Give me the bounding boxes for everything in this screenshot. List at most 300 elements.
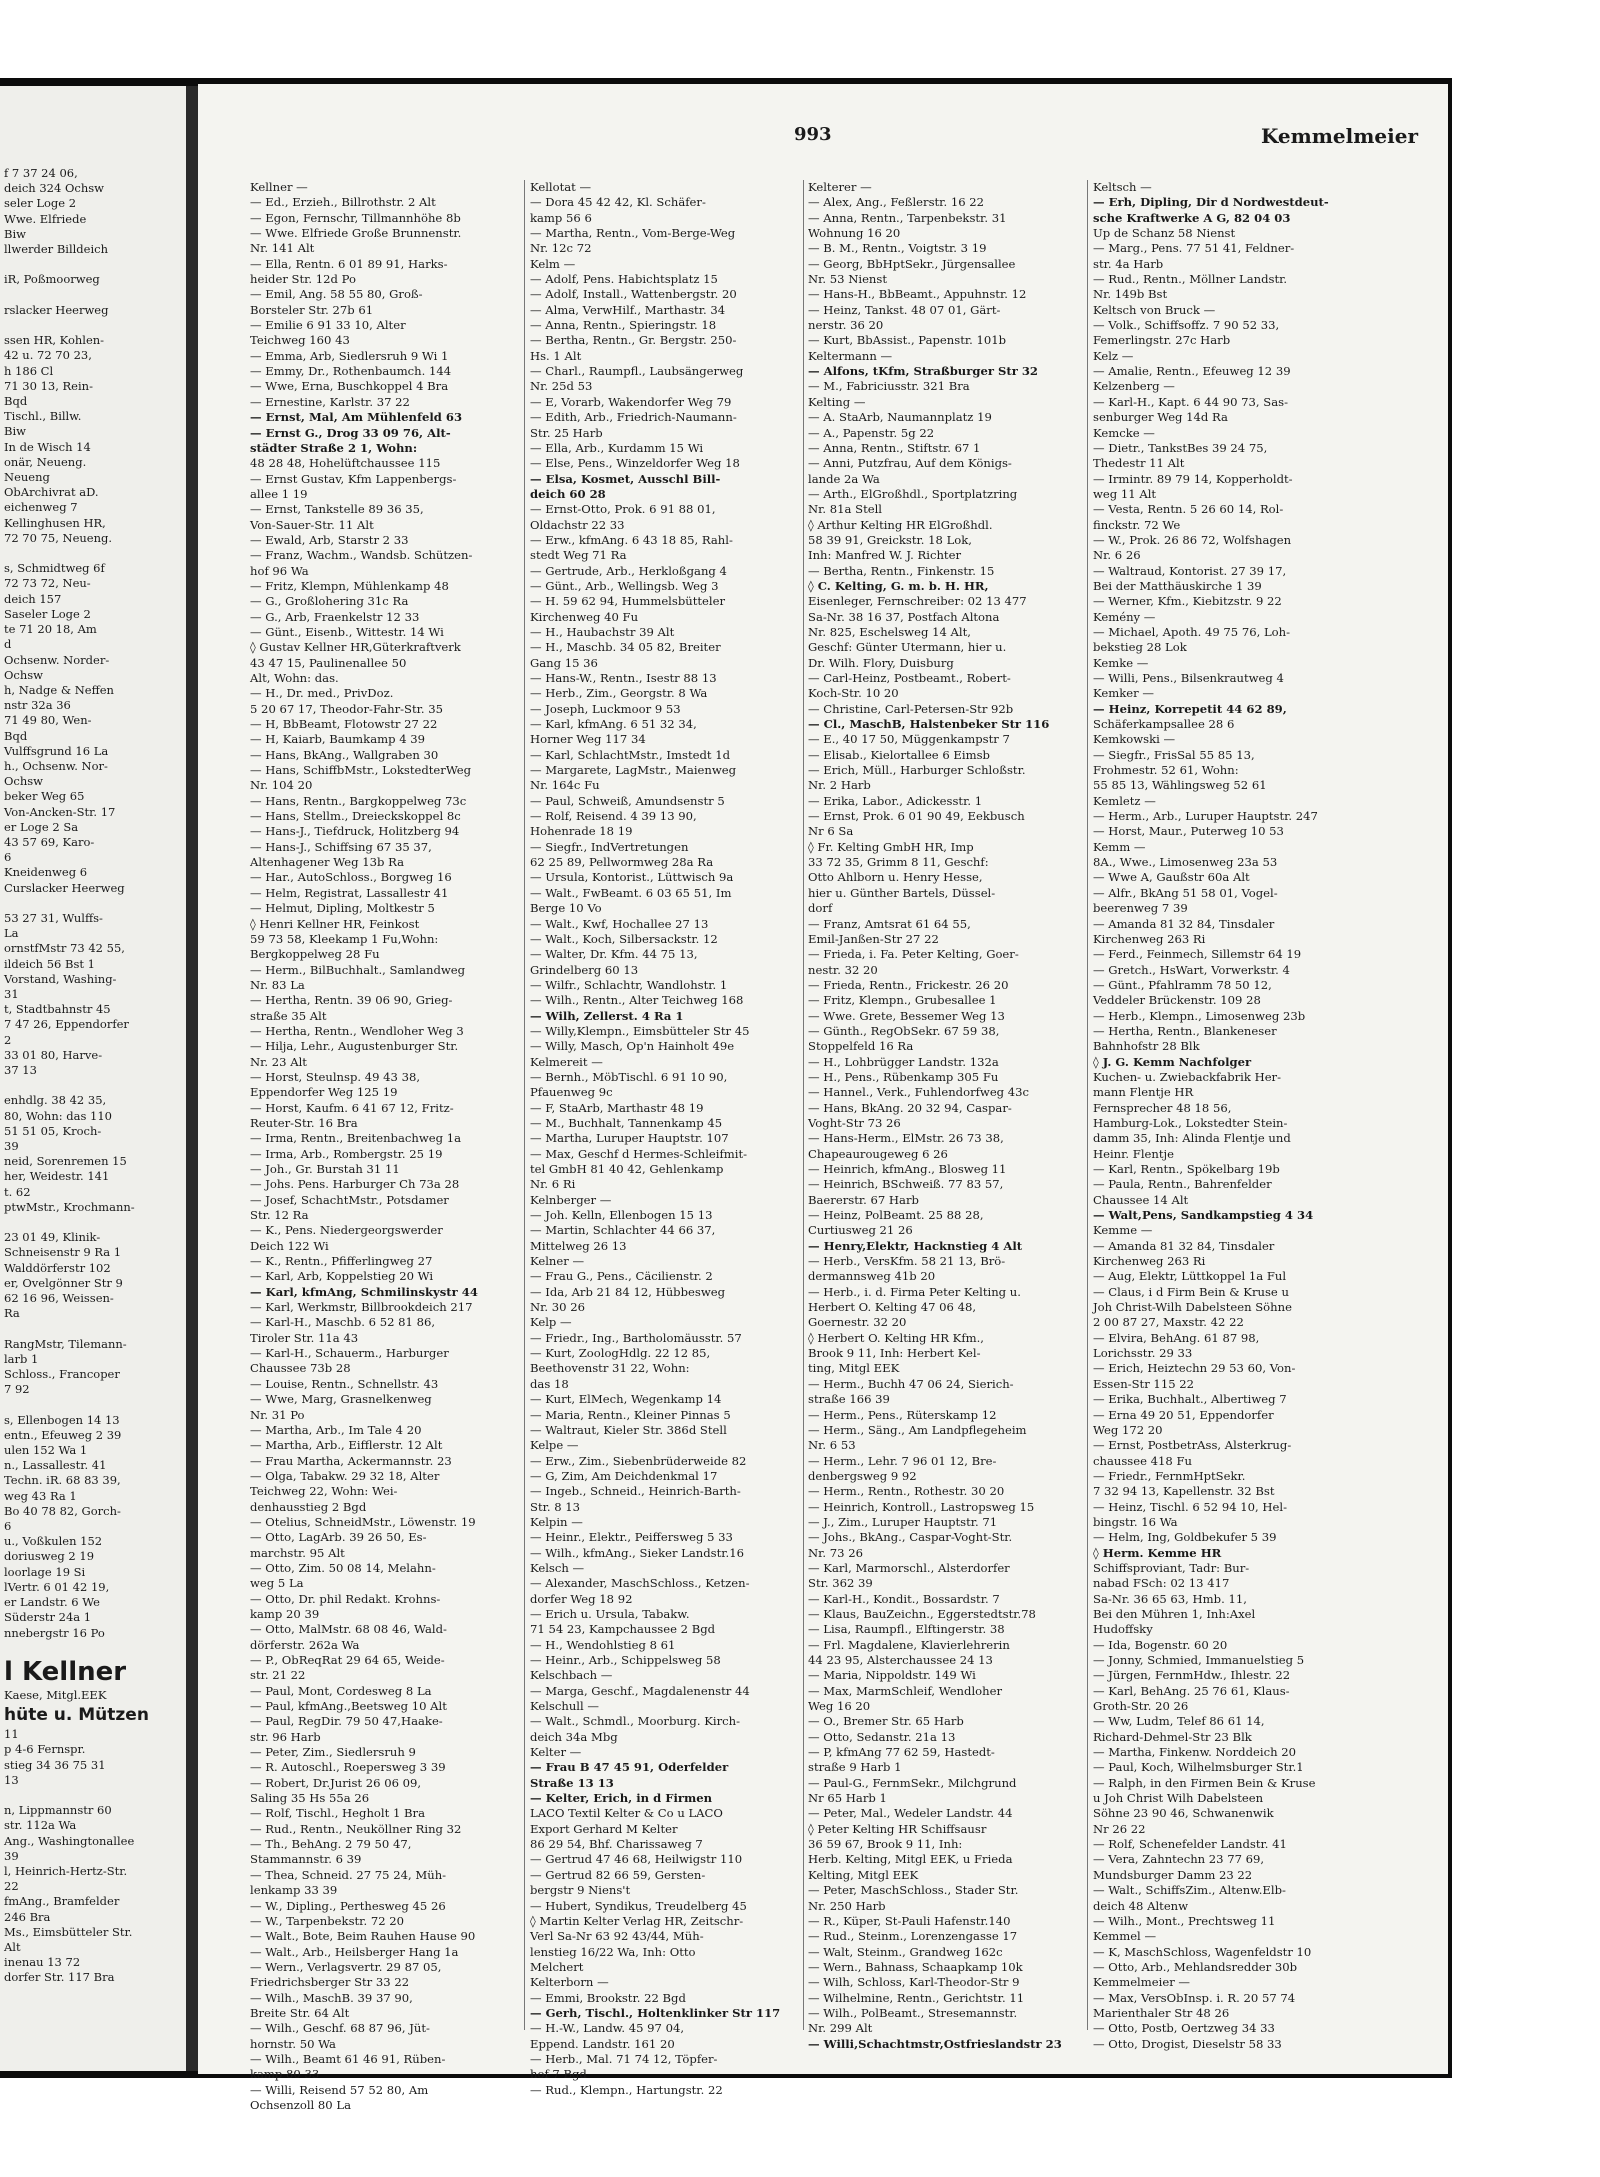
fragment-line: eichenweg 7 xyxy=(4,500,78,515)
directory-line: — Alexander, MaschSchloss., Ketzen- xyxy=(530,1576,750,1591)
directory-line: Up de Schanz 58 Nienst xyxy=(1093,226,1236,241)
directory-line: — Kurt, ElMech, Wegenkamp 14 xyxy=(530,1392,722,1407)
directory-line: marchstr. 95 Alt xyxy=(250,1545,345,1560)
fragment-line: neid, Sorenremen 15 xyxy=(4,1154,127,1169)
directory-line: hof 7 Bgd xyxy=(530,2067,587,2082)
directory-line: — B. M., Rentn., Voigtstr. 3 19 xyxy=(808,241,987,256)
directory-line: — Georg, BbHptSekr., Jürgensallee xyxy=(808,256,1016,271)
fragment-line: inenau 13 72 xyxy=(4,1955,81,1970)
directory-line: Voght-Str 73 26 xyxy=(808,1115,901,1130)
directory-line: straße 166 39 xyxy=(808,1392,890,1407)
directory-line: beerenweg 7 39 xyxy=(1093,901,1188,916)
directory-line: Kemmelmeier — xyxy=(1093,1975,1191,1990)
directory-line: — Hans-Herm., ElMstr. 26 73 38, xyxy=(808,1131,1004,1146)
fragment-line: h 186 Cl xyxy=(4,363,54,378)
directory-line: — G., Arb, Fraenkelstr 12 33 xyxy=(250,609,420,624)
directory-line: Emil-Janßen-Str 27 22 xyxy=(808,931,939,946)
directory-line: — Herb., VersKfm. 58 21 13, Brö- xyxy=(808,1254,1006,1269)
directory-line: — Karl-H., Maschb. 6 52 81 86, xyxy=(250,1315,436,1330)
fragment-line: entn., Efeuweg 2 39 xyxy=(4,1427,122,1442)
directory-line: — Frieda, Rentn., Frickestr. 26 20 xyxy=(808,977,1009,992)
directory-line: Friedrichsberger Str 33 22 xyxy=(250,1975,410,1990)
directory-line: — Emmy, Dr., Rothenbaumch. 144 xyxy=(250,364,452,379)
directory-line: Sa-Nr. 36 65 63, Hmb. 11, xyxy=(1093,1591,1247,1606)
directory-line: ◊ Herm. Kemme HR xyxy=(1093,1545,1222,1560)
directory-line: — Edith, Arb., Friedrich-Naumann- xyxy=(530,410,737,425)
directory-line: — Fritz, Klempn., Grubesallee 1 xyxy=(808,993,997,1008)
directory-line: Berge 10 Vo xyxy=(530,901,602,916)
directory-line: Verl Sa-Nr 63 92 43/44, Müh- xyxy=(530,1929,704,1944)
fragment-line: 53 27 31, Wulffs- xyxy=(4,910,103,925)
directory-line: Kelting, Mitgl EEK xyxy=(808,1867,919,1882)
directory-line: — Rud., Steinm., Lorenzengasse 17 xyxy=(808,1929,1018,1944)
fragment-line: Vulffsgrund 16 La xyxy=(4,743,109,758)
directory-line: — Ww, Ludm, Telef 86 61 14, xyxy=(1093,1714,1265,1729)
directory-line: — Wwe, Marg, Grasnelkenweg xyxy=(250,1392,432,1407)
directory-line: Curtiusweg 21 26 xyxy=(808,1223,913,1238)
directory-line: Nr. 149b Bst xyxy=(1093,287,1168,302)
directory-line: — Hans, SchiffbMstr., LokstedterWeg xyxy=(250,763,472,778)
fragment-line xyxy=(4,1397,184,1412)
directory-line: — Wilh., MaschB. 39 37 90, xyxy=(250,1990,413,2005)
directory-line: — Walt., Bote, Beim Rauhen Hause 90 xyxy=(250,1929,476,1944)
directory-line: — Heinz, Tischl. 6 52 94 10, Hel- xyxy=(1093,1499,1287,1514)
directory-line: — Herm., Rentn., Rothestr. 30 20 xyxy=(808,1484,1005,1499)
directory-line: — Elsa, Kosmet, Ausschl Bill- xyxy=(530,471,721,486)
directory-line: bekstieg 28 Lok xyxy=(1093,640,1187,655)
directory-line: Schiffsproviant, Tadr: Bur- xyxy=(1093,1560,1250,1575)
directory-line: Nr. 6 26 xyxy=(1093,548,1141,563)
directory-line: Nr. 6 Ri xyxy=(530,1177,576,1192)
directory-line: chaussee 418 Fu xyxy=(1093,1453,1192,1468)
directory-line: Joh Christ-Wilh Dabelsteen Söhne xyxy=(1093,1300,1292,1315)
directory-line: kamp 80 33 xyxy=(250,2067,320,2082)
fragment-line: fmAng., Bramfelder xyxy=(4,1894,120,1909)
directory-line: denbergsweg 9 92 xyxy=(808,1468,917,1483)
fragment-line: 71 30 13, Rein- xyxy=(4,378,93,393)
fragment-line: 72 73 72, Neu- xyxy=(4,576,91,591)
directory-line: heider Str. 12d Po xyxy=(250,272,356,287)
directory-line: Nr. 31 Po xyxy=(250,1407,305,1422)
fragment-line: ulen 152 Wa 1 xyxy=(4,1443,88,1458)
directory-line: Hudoffsky xyxy=(1093,1622,1153,1637)
directory-line: — Siegfr., FrisSal 55 85 13, xyxy=(1093,747,1255,762)
directory-line: — H., Dr. med., PrivDoz. xyxy=(250,686,394,701)
fragment-line: Walddörferstr 102 xyxy=(4,1260,111,1275)
fragment-line: beker Weg 65 xyxy=(4,789,85,804)
directory-line: — Wilh., Geschf. 68 87 96, Jüt- xyxy=(250,2021,430,2036)
directory-line: 58 39 91, Greickstr. 18 Lok, xyxy=(808,532,972,547)
directory-line: Koch-Str. 10 20 xyxy=(808,686,899,701)
directory-line: — Otto, Dr. phil Redakt. Krohns- xyxy=(250,1591,441,1606)
directory-line: damm 35, Inh: Alinda Flentje und xyxy=(1093,1131,1291,1146)
directory-line: — Willi, Pens., Bilsenkrautweg 4 xyxy=(1093,671,1284,685)
directory-line: 43 47 15, Paulinenallee 50 xyxy=(250,655,407,670)
directory-line: Hohenrade 18 19 xyxy=(530,824,633,839)
directory-line: — Har., AutoSchloss., Borgweg 16 xyxy=(250,870,452,885)
directory-line: — J., Zim., Luruper Hauptstr. 71 xyxy=(808,1514,998,1529)
directory-line: — Klaus, BauZeichn., Eggerstedtstr.78 xyxy=(808,1606,1036,1621)
directory-line: — Ewald, Arb, Starstr 2 33 xyxy=(250,532,409,547)
directory-line: — Dora 45 42 42, Kl. Schäfer- xyxy=(530,195,706,210)
directory-line: Goernestr. 32 20 xyxy=(808,1315,907,1330)
directory-line: Frohmestr. 52 61, Wohn: xyxy=(1093,763,1239,778)
directory-line: Inh: Manfred W. J. Richter xyxy=(808,548,961,563)
directory-line: — Ernst, Tankstelle 89 36 35, xyxy=(250,502,424,517)
directory-line: — Joseph, Luckmoor 9 53 xyxy=(530,701,681,716)
directory-line: Oldachstr 22 33 xyxy=(530,517,625,532)
fragment-line: Ms., Eimsbütteler Str. xyxy=(4,1924,133,1939)
fragment-line: doriusweg 2 19 xyxy=(4,1549,95,1564)
fragment-line: Biw xyxy=(4,226,26,241)
directory-line: — Heinrich, kfmAng., Blosweg 11 xyxy=(808,1162,1007,1176)
directory-line: — Heinrich, BSchweiß. 77 83 57, xyxy=(808,1177,1004,1192)
directory-line: Kelp — xyxy=(530,1315,572,1330)
fragment-line: nstr 32a 36 xyxy=(4,698,71,713)
directory-line: — Margarete, LagMstr., Maienweg xyxy=(530,763,737,778)
directory-line: Kellner — xyxy=(250,180,308,194)
directory-line: — Wilh, Schloss, Karl-Theodor-Str 9 xyxy=(808,1975,1020,1990)
fragment-line: 43 57 69, Karo- xyxy=(4,834,95,849)
directory-line: Schäferkampsallee 28 6 xyxy=(1093,717,1235,732)
directory-line: — Ella, Arb., Kurdamm 15 Wi xyxy=(530,440,704,455)
fragment-line: deich 157 xyxy=(4,591,62,606)
directory-line: — Ernestine, Karlstr. 37 22 xyxy=(250,394,410,409)
directory-line: ◊ Fr. Kelting GmbH HR, Imp xyxy=(808,839,974,854)
fragment-line: 13 xyxy=(4,1772,19,1787)
directory-line: — H., Wendohlstieg 8 61 xyxy=(530,1637,676,1652)
fragment-line: l Kellner xyxy=(4,1656,127,1687)
directory-line: — Emmi, Brookstr. 22 Bgd xyxy=(530,1990,686,2005)
directory-line: ◊ Herbert O. Kelting HR Kfm., xyxy=(808,1330,984,1345)
directory-line: Eisenleger, Fernschreiber: 02 13 477 xyxy=(808,594,1027,609)
directory-line: — Martin, Schlachter 44 66 37, xyxy=(530,1223,716,1238)
fragment-line: Von-Ancken-Str. 17 xyxy=(4,804,116,819)
directory-line: Kelter — xyxy=(530,1745,582,1760)
directory-line: Heinr. Flentje xyxy=(1093,1146,1174,1161)
directory-line: — Frl. Magdalene, Klavierlehrerin xyxy=(808,1637,1010,1652)
directory-line: — Karl, BehAng. 25 76 61, Klaus- xyxy=(1093,1683,1290,1698)
directory-line: — Willy,Klempn., Eimsbütteler Str 45 xyxy=(530,1023,750,1038)
directory-line: Teichweg 160 43 xyxy=(250,333,350,348)
directory-line: — Rud., Klempn., Hartungstr. 22 xyxy=(530,2082,723,2097)
directory-line: — Otto, Postb, Oertzweg 34 33 xyxy=(1093,2021,1275,2036)
directory-line: — Siegfr., IndVertretungen xyxy=(530,839,689,854)
directory-line: Groth-Str. 20 26 xyxy=(1093,1699,1189,1714)
fragment-line: 23 01 49, Klinik- xyxy=(4,1230,101,1245)
directory-line: — Cl., MaschB, Halstenbeker Str 116 xyxy=(808,717,1050,732)
directory-line: — Amalie, Rentn., Efeuweg 12 39 xyxy=(1093,364,1291,379)
directory-line: — Wwe, Erna, Buschkoppel 4 Bra xyxy=(250,379,449,394)
directory-line: — Wilfr., Schlachtr, Wandlohstr. 1 xyxy=(530,977,728,992)
directory-line: Kemény — xyxy=(1093,609,1156,624)
directory-line: Kemletz — xyxy=(1093,793,1156,808)
directory-line: — Erich, Müll., Harburger Schloßstr. xyxy=(808,763,1026,778)
directory-line: Kelm — xyxy=(530,256,576,271)
directory-line: ◊ Henri Kellner HR, Feinkost xyxy=(250,916,420,931)
column-rule xyxy=(524,180,525,2030)
fragment-line: Kellinghusen HR, xyxy=(4,515,106,530)
directory-line: — Carl-Heinz, Postbeamt., Robert- xyxy=(808,671,1011,685)
directory-line: Teichweg 22, Wohn: Wei- xyxy=(250,1484,398,1499)
directory-line: — Elisab., Kielortallee 6 Eimsb xyxy=(808,747,990,762)
directory-line: — H, Kaiarb, Baumkamp 4 39 xyxy=(250,732,426,747)
fragment-line: stieg 34 36 75 31 xyxy=(4,1757,106,1772)
directory-line: Nr. 825, Eschelsweg 14 Alt, xyxy=(808,624,971,639)
directory-line: — Herm., Pens., Rüterskamp 12 xyxy=(808,1407,997,1422)
fragment-line: 72 70 75, Neueng. xyxy=(4,530,113,545)
directory-line: — Ernst G., Drog 33 09 76, Alt- xyxy=(250,425,451,440)
directory-line: — Josef, SchachtMstr., Potsdamer xyxy=(250,1192,449,1207)
directory-line: 7 32 94 13, Kapellenstr. 32 Bst xyxy=(1093,1484,1275,1499)
directory-line: — Karl-H., Schauerm., Harburger xyxy=(250,1346,449,1361)
directory-line: — Wilh., kfmAng., Sieker Landstr.16 xyxy=(530,1545,744,1560)
directory-line: — Peter, Zim., Siedlersruh 9 xyxy=(250,1745,416,1760)
directory-line: Herbert O. Kelting 47 06 48, xyxy=(808,1300,977,1315)
fragment-line: Ochsw xyxy=(4,667,44,682)
fragment-line: er Landstr. 6 We xyxy=(4,1595,100,1610)
directory-line: u Joh Christ Wilh Dabelsteen xyxy=(1093,1791,1264,1806)
directory-line: Ochsenzoll 80 La xyxy=(250,2097,351,2112)
directory-line: — Ed., Erzieh., Billrothstr. 2 Alt xyxy=(250,195,436,210)
directory-line: — Christine, Carl-Petersen-Str 92b xyxy=(808,701,1014,716)
directory-line: Keltsch — xyxy=(1093,180,1152,194)
directory-line: Bei der Matthäuskirche 1 39 xyxy=(1093,578,1262,593)
directory-line: Deich 122 Wi xyxy=(250,1238,329,1253)
fragment-line: 62 16 96, Weissen- xyxy=(4,1291,114,1306)
fragment-line: Schloss., Francoper xyxy=(4,1367,120,1382)
directory-line: — Heinz, PolBeamt. 25 88 28, xyxy=(808,1208,984,1223)
directory-line: — Helm, Ing, Goldbekufer 5 39 xyxy=(1093,1530,1277,1545)
fragment-line: ssen HR, Kohlen- xyxy=(4,333,105,348)
directory-line: — Anna, Rentn., Stiftstr. 67 1 xyxy=(808,440,981,455)
fragment-line: s, Schmidtweg 6f xyxy=(4,561,105,576)
directory-line: hier u. Günther Bartels, Düssel- xyxy=(808,885,996,900)
directory-line: Str. 362 39 xyxy=(808,1576,873,1591)
directory-line: lande 2a Wa xyxy=(808,471,880,486)
directory-line: sche Kraftwerke A G, 82 04 03 xyxy=(1093,210,1291,225)
directory-line: — Paula, Rentn., Bahrenfelder xyxy=(1093,1177,1272,1192)
directory-line: — Herb., Mal. 71 74 12, Töpfer- xyxy=(530,2051,718,2066)
fragment-line: Curslacker Heerweg xyxy=(4,880,125,895)
directory-line: weg 5 La xyxy=(250,1576,304,1591)
directory-line: weg 11 Alt xyxy=(1093,486,1157,501)
directory-line: — Hertha, Rentn., Blankeneser xyxy=(1093,1023,1277,1038)
fragment-line: Wwe. Elfriede xyxy=(4,211,87,226)
directory-line: — Maria, Rentn., Kleiner Pinnas 5 xyxy=(530,1407,731,1422)
directory-line: — Louise, Rentn., Schnellstr. 43 xyxy=(250,1376,439,1391)
directory-line: — Heinr., Arb., Schippelsweg 58 xyxy=(530,1653,721,1667)
fragment-line: Biw xyxy=(4,424,26,439)
directory-line: Nr. 12c 72 xyxy=(530,241,592,256)
directory-line: Stoppelfeld 16 Ra xyxy=(808,1039,914,1054)
directory-line: LACO Textil Kelter & Co u LACO xyxy=(530,1806,723,1821)
fragment-line: er, Ovelgönner Str 9 xyxy=(4,1275,123,1290)
directory-line: Grindelberg 60 13 xyxy=(530,962,639,977)
directory-line: Kelmereit — xyxy=(530,1054,603,1069)
directory-line: — Wilh., Rentn., Alter Teichweg 168 xyxy=(530,993,744,1008)
directory-line: — Willi, Reisend 57 52 80, Am xyxy=(250,2082,429,2097)
column-4 xyxy=(1093,180,1363,2052)
directory-line: bergstr 9 Niens't xyxy=(530,1883,631,1898)
directory-line: — Günt., Pfahlramm 78 50 12, xyxy=(1093,977,1272,992)
directory-line: 5 20 67 17, Theodor-Fahr-Str. 35 xyxy=(250,701,444,716)
directory-line: — Hertha, Rentn. 39 06 90, Grieg- xyxy=(250,993,453,1008)
directory-line: — Frau Martha, Ackermannstr. 23 xyxy=(250,1453,452,1468)
directory-line: Kelner — xyxy=(530,1254,585,1269)
directory-line: — Rud., Rentn., Neuköllner Ring 32 xyxy=(250,1821,462,1836)
fragment-line: deich 324 Ochsw xyxy=(4,181,104,196)
directory-line: ◊ Arthur Kelting HR ElGroßhdl. xyxy=(808,517,993,532)
fragment-line: Kaese, Mitgl.EEK xyxy=(4,1687,107,1702)
directory-line: — Otto, MalMstr. 68 08 46, Wald- xyxy=(250,1622,447,1637)
directory-line: — Erh, Dipling, Dir d Nordwestdeut- xyxy=(1093,195,1329,210)
directory-line: — Paul-G., FernmSekr., Milchgrund xyxy=(808,1775,1017,1790)
fragment-line: n, Lippmannstr 60 xyxy=(4,1803,112,1818)
fragment-line: n., Lassallestr. 41 xyxy=(4,1458,107,1473)
directory-line: Reuter-Str. 16 Bra xyxy=(250,1115,358,1130)
fragment-line: ptwMstr., Krochmann- xyxy=(4,1199,135,1214)
directory-line: — Olga, Tabakw. 29 32 18, Alter xyxy=(250,1468,440,1483)
directory-line: — Günth., RegObSekr. 67 59 38, xyxy=(808,1023,1000,1038)
directory-line: Melchert xyxy=(530,1959,584,1974)
directory-line: — Ralph, in den Firmen Bein & Kruse xyxy=(1093,1775,1316,1790)
directory-line: — Joh., Gr. Burstah 31 11 xyxy=(250,1162,400,1176)
directory-line: hof 96 Wa xyxy=(250,563,309,578)
directory-line: — Wilh, Zellerst. 4 Ra 1 xyxy=(530,1008,684,1023)
fragment-line: Tischl., Billw. xyxy=(4,409,82,424)
directory-line: Bergkoppelweg 28 Fu xyxy=(250,947,380,962)
directory-line: — Herm., Arb., Luruper Hauptstr. 247 xyxy=(1093,809,1318,824)
fragment-line: Bqd xyxy=(4,394,28,409)
directory-line: nabad FSch: 02 13 417 xyxy=(1093,1576,1230,1591)
directory-line: — Joh. Kelln, Ellenbogen 15 13 xyxy=(530,1208,713,1223)
directory-line: 36 59 67, Brook 9 11, Inh: xyxy=(808,1837,963,1852)
directory-line: Weg 172 20 xyxy=(1093,1422,1163,1437)
directory-line: Kemmel — xyxy=(1093,1929,1157,1944)
fragment-line: 51 51 05, Kroch- xyxy=(4,1123,102,1138)
directory-line: — Ursula, Kontorist., Lüttwisch 9a xyxy=(530,870,734,885)
directory-line: — Frau B 47 45 91, Oderfelder xyxy=(530,1760,729,1775)
directory-line: — Günt., Eisenb., Wittestr. 14 Wi xyxy=(250,624,444,639)
fragment-line: t. 62 xyxy=(4,1184,31,1199)
directory-line: — Walt., Arb., Heilsberger Hang 1a xyxy=(250,1944,459,1959)
directory-line: — K., Rentn., Pfifferlingweg 27 xyxy=(250,1254,433,1269)
fragment-line: 11 xyxy=(4,1727,19,1742)
directory-line: — Walt., Schmdl., Moorburg. Kirch- xyxy=(530,1714,740,1729)
directory-line: — Erna 49 20 51, Eppendorfer xyxy=(1093,1407,1274,1422)
directory-line: — Alfons, tKfm, Straßburger Str 32 xyxy=(808,364,1038,379)
directory-line: — Frau G., Pens., Cäcilienstr. 2 xyxy=(530,1269,713,1284)
directory-line: — Herm., Säng., Am Landpflegeheim xyxy=(808,1422,1027,1437)
fragment-line: Alt xyxy=(4,1939,21,1954)
directory-line: — Friedr., Ing., Bartholomäusstr. 57 xyxy=(530,1330,742,1345)
directory-line: — Günt., Arb., Wellingsb. Weg 3 xyxy=(530,578,719,593)
directory-line: Chaussee 73b 28 xyxy=(250,1361,351,1376)
directory-line: — Wwe. Grete, Bessemer Weg 13 xyxy=(808,1008,1005,1023)
directory-line: — Karl, Werkmstr, Billbrookdeich 217 xyxy=(250,1300,473,1315)
directory-line: Breite Str. 64 Alt xyxy=(250,2005,350,2020)
fragment-line: Ochsenw. Norder- xyxy=(4,652,110,667)
directory-line: bingstr. 16 Wa xyxy=(1093,1514,1178,1529)
directory-line: — Erich, Heiztechn 29 53 60, Von- xyxy=(1093,1361,1296,1376)
directory-line: — H. 59 62 94, Hummelsbütteler xyxy=(530,594,726,609)
directory-line: Horner Weg 117 34 xyxy=(530,732,646,747)
directory-line: hornstr. 50 Wa xyxy=(250,2036,336,2051)
fragment-line: str. 112a Wa xyxy=(4,1818,77,1833)
fragment-line: 33 01 80, Harve- xyxy=(4,1047,103,1062)
directory-line: — Irma, Rentn., Breitenbachweg 1a xyxy=(250,1131,462,1146)
fragment-line: Ang., Washingtonallee xyxy=(4,1833,135,1848)
directory-line: Bahnhofstr 28 Blk xyxy=(1093,1039,1200,1054)
previous-page-text xyxy=(4,166,184,1986)
directory-line: — Ernst, PostbetrAss, Alsterkrug- xyxy=(1093,1438,1292,1453)
directory-line: — Jonny, Schmied, Immanuelstieg 5 xyxy=(1093,1653,1305,1667)
directory-line: — Heinrich, Kontroll., Lastropsweg 15 xyxy=(808,1499,1035,1514)
fragment-line: 22 xyxy=(4,1879,19,1894)
directory-line: Tiroler Str. 11a 43 xyxy=(250,1330,359,1345)
directory-line: — Claus, i d Firm Bein & Kruse u xyxy=(1093,1284,1289,1299)
directory-line: Essen-Str 115 22 xyxy=(1093,1376,1195,1391)
directory-line: Söhne 23 90 46, Schwanenwik xyxy=(1093,1806,1274,1821)
directory-line: Nr. 250 Harb xyxy=(808,1898,886,1913)
directory-line: Kelschbach — xyxy=(530,1668,613,1683)
directory-line: — Henry,Elektr, Hacknstieg 4 Alt xyxy=(808,1238,1023,1253)
fragment-line: s, Ellenbogen 14 13 xyxy=(4,1412,120,1427)
directory-line: — Gertrud 82 66 59, Gersten- xyxy=(530,1867,706,1882)
directory-line: — Otelius, SchneidMstr., Löwenstr. 19 xyxy=(250,1514,476,1529)
directory-line: — Karl, SchlachtMstr., Imstedt 1d xyxy=(530,747,731,762)
fragment-line: Ra xyxy=(4,1306,20,1321)
directory-line: Kemker — xyxy=(1093,686,1154,701)
directory-line: — Peter, Mal., Wedeler Landstr. 44 xyxy=(808,1806,1013,1821)
directory-line: Fernsprecher 48 18 56, xyxy=(1093,1100,1232,1115)
directory-line: Weg 16 20 xyxy=(808,1699,871,1714)
fragment-line: her, Weidestr. 141 xyxy=(4,1169,110,1184)
directory-line: — Hans, BkAng., Wallgraben 30 xyxy=(250,747,439,762)
directory-line: straße 35 Alt xyxy=(250,1008,327,1023)
directory-line: — Helm, Registrat, Lassallestr 41 xyxy=(250,885,449,900)
fragment-line: In de Wisch 14 xyxy=(4,439,91,454)
directory-line: 8A., Wwe., Limosenweg 23a 53 xyxy=(1093,855,1278,870)
directory-line: — Emma, Arb, Siedlersruh 9 Wi 1 xyxy=(250,348,449,363)
directory-line: — Walt., SchiffsZim., Altenw.Elb- xyxy=(1093,1883,1286,1898)
directory-line: — Franz, Amtsrat 61 64 55, xyxy=(808,916,971,931)
directory-line: Kelpin — xyxy=(530,1514,583,1529)
directory-line: Chaussee 14 Alt xyxy=(1093,1192,1189,1207)
directory-line: Str. 25 Harb xyxy=(530,425,603,440)
directory-line: — Karl, kfmAng, Schmilinskystr 44 xyxy=(250,1284,478,1299)
directory-line: — Wern., Verlagsvertr. 29 87 05, xyxy=(250,1959,442,1974)
directory-line: — Otto, Zim. 50 08 14, Melahn- xyxy=(250,1560,436,1575)
directory-line: — Heinz, Korrepetit 44 62 89, xyxy=(1093,701,1287,716)
directory-line: Sa-Nr. 38 16 37, Postfach Altona xyxy=(808,609,1000,624)
fragment-line xyxy=(4,1321,184,1336)
fragment-line: ildeich 56 Bst 1 xyxy=(4,956,95,971)
directory-line: — Herb., Klempn., Limosenweg 23b xyxy=(1093,1008,1306,1023)
directory-line: nestr. 32 20 xyxy=(808,962,878,977)
fragment-line: llwerder Billdeich xyxy=(4,242,108,257)
directory-line: — Rolf, Reisend. 4 39 13 90, xyxy=(530,809,697,824)
fragment-line xyxy=(4,1215,184,1230)
directory-line: Kuchen- u. Zwiebackfabrik Her- xyxy=(1093,1069,1282,1084)
fragment-line: Schneisenstr 9 Ra 1 xyxy=(4,1245,122,1260)
directory-line: — Thea, Schneid. 27 75 24, Müh- xyxy=(250,1867,447,1882)
directory-line: — Th., BehAng. 2 79 50 47, xyxy=(250,1837,412,1852)
fragment-line: p 4-6 Fernspr. xyxy=(4,1742,86,1757)
directory-line: — Johs. Pens. Harburger Ch 73a 28 xyxy=(250,1177,460,1192)
directory-line: 48 28 48, Hohelüftchaussee 115 xyxy=(250,456,441,471)
